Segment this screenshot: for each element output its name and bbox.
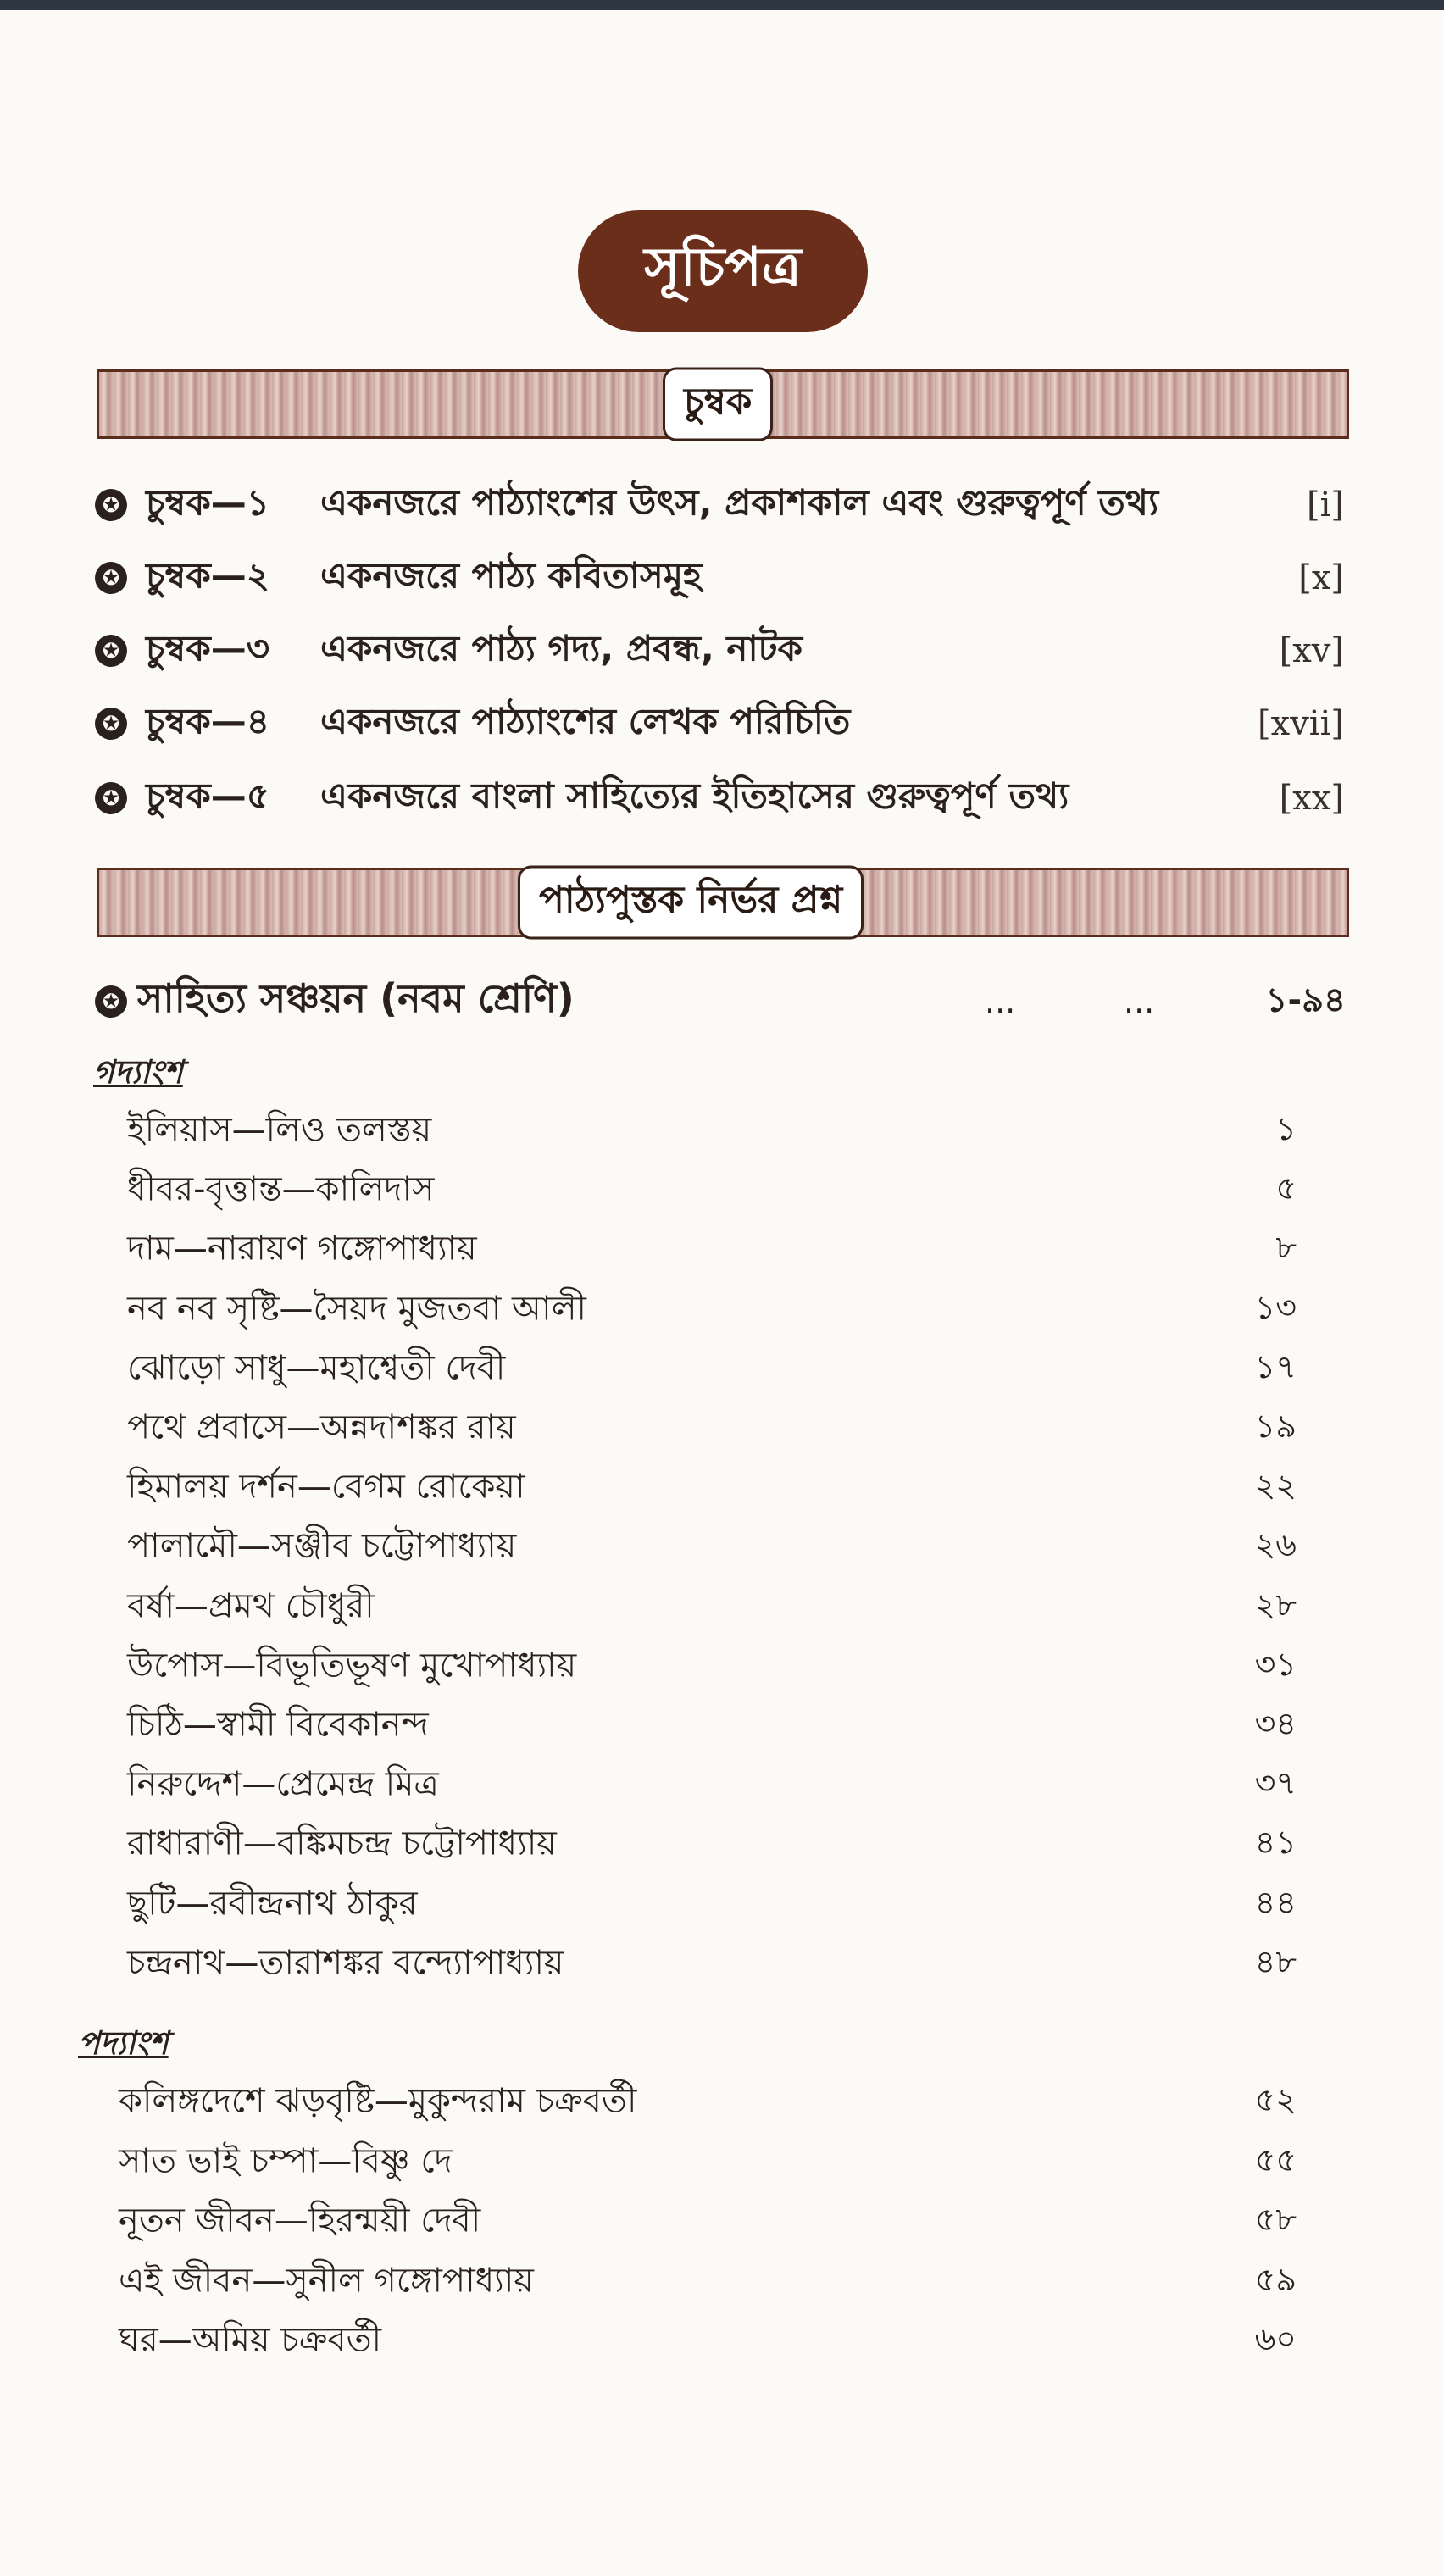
chumbak-page: [i]	[1306, 486, 1344, 525]
leader-dots: ...	[1124, 983, 1155, 1020]
entry-page-number: ১	[1275, 1110, 1297, 1147]
entry-page-number: ৩৭	[1254, 1764, 1297, 1802]
list-item[interactable]	[119, 2194, 1297, 2250]
list-item[interactable]	[119, 2254, 1297, 2310]
list-item[interactable]	[127, 1519, 1297, 1575]
star-bullet-icon: ✪	[95, 635, 127, 667]
entry-page-number: ৫২	[1254, 2081, 1297, 2118]
entry-title: নিরুদ্দেশ—প্রেমেন্দ্র মিত্র	[127, 1764, 439, 1804]
entry-title: বর্ষা—প্রমথ চৌধুরী	[127, 1586, 375, 1626]
chumbak-entry-5[interactable]	[95, 764, 1349, 832]
book-entry[interactable]	[95, 968, 1349, 1035]
entry-page-number: ৫	[1275, 1169, 1297, 1208]
page-top-edge	[0, 0, 1444, 10]
entry-page-number: ৫৫	[1254, 2140, 1297, 2179]
entry-page-number: ৩৪	[1254, 1705, 1297, 1742]
chumbak-label: চুম্বক—২	[146, 554, 270, 597]
chumbak-label: চুম্বক—৫	[146, 774, 270, 817]
entry-title: ইলিয়াস—লিও তলস্তয়	[127, 1110, 432, 1150]
entry-page-number: ৮	[1275, 1229, 1297, 1267]
star-bullet-icon: ✪	[95, 489, 127, 521]
list-item[interactable]	[127, 1639, 1297, 1695]
entry-page-number: ৪১	[1254, 1824, 1297, 1862]
entry-page-number: ১৯	[1254, 1407, 1297, 1445]
star-bullet-icon: ✪	[95, 708, 127, 740]
entry-page-number: ৩১	[1254, 1645, 1297, 1683]
chumbak-entry-3[interactable]	[95, 617, 1349, 685]
entry-page-number: ২২	[1254, 1467, 1297, 1505]
list-item[interactable]	[127, 1817, 1297, 1873]
entry-page-number: ৫৮	[1254, 2201, 1297, 2238]
entry-title: কলিঙ্গদেশে ঝড়বৃষ্টি—মুকুন্দরাম চক্রবর্তী	[119, 2081, 637, 2121]
chumbak-description: একনজরে পাঠ্যাংশের লেখক পরিচিতি	[320, 700, 851, 742]
chumbak-label: চুম্বক—১	[146, 481, 270, 524]
textbook-section-heading: পাঠ্যপুস্তক নির্ভর প্রশ্ন	[518, 866, 864, 940]
entry-page-number: ৬০	[1254, 2320, 1297, 2357]
list-item[interactable]	[127, 1877, 1297, 1933]
entry-title: সাত ভাই চম্পা—বিষ্ণু দে	[119, 2141, 453, 2180]
list-item[interactable]	[127, 1222, 1297, 1278]
entry-title: রাধারাণী—বঙ্কিমচন্দ্র চট্টোপাধ্যায়	[127, 1824, 557, 1863]
list-item[interactable]	[127, 1282, 1297, 1338]
entry-page-number: ১৭	[1254, 1347, 1297, 1385]
page-title: সূচিপত্র	[578, 210, 868, 332]
leader-dots: ...	[985, 983, 1016, 1020]
entry-title: পথে প্রবাসে—অন্নদাশঙ্কর রায়	[127, 1407, 516, 1447]
star-bullet-icon: ✪	[95, 562, 127, 594]
chumbak-entry-4[interactable]	[95, 690, 1349, 758]
entry-page-number: ২৮	[1254, 1585, 1297, 1624]
entry-title: চিঠি—স্বামী বিবেকানন্দ	[127, 1705, 429, 1745]
entry-title: ছুটি—রবীন্দ্রনাথ ঠাকুর	[127, 1884, 418, 1924]
chumbak-section-heading: চুম্বক	[663, 368, 773, 441]
book-page-range: ১-৯৪	[1265, 980, 1346, 1020]
chumbak-entry-1[interactable]	[95, 471, 1349, 539]
entry-page-number: ১৩	[1254, 1288, 1297, 1326]
list-item[interactable]	[127, 1460, 1297, 1516]
chumbak-page: [xx]	[1279, 779, 1344, 818]
list-item[interactable]	[127, 1757, 1297, 1813]
list-item[interactable]	[119, 2135, 1297, 2190]
book-title: সাহিত্য সঞ্চয়ন (নবম শ্রেণি)	[137, 975, 575, 1021]
chumbak-page: [x]	[1298, 558, 1344, 597]
entry-title: চন্দ্রনাথ—তারাশঙ্কর বন্দ্যোপাধ্যায়	[127, 1943, 564, 1983]
chumbak-description: একনজরে পাঠ্য কবিতাসমূহ	[320, 554, 703, 597]
list-item[interactable]	[119, 2313, 1297, 2369]
list-item[interactable]	[127, 1341, 1297, 1397]
chumbak-description: একনজরে পাঠ্যাংশের উৎস, প্রকাশকাল এবং গুরুত্বপূর্ণ তথ্য	[320, 481, 1159, 524]
list-item[interactable]	[127, 1163, 1297, 1219]
entry-title: উপোস—বিভূতিভূষণ মুখোপাধ্যায়	[127, 1646, 577, 1685]
list-item[interactable]	[127, 1401, 1297, 1457]
entry-page-number: ২৬	[1254, 1526, 1297, 1564]
chumbak-page: [xvii]	[1258, 704, 1344, 743]
entry-title: ধীবর-বৃত্তান্ত—কালিদাস	[127, 1169, 435, 1209]
chumbak-entry-2[interactable]	[95, 544, 1349, 612]
poetry-heading: পদ্যাংশ	[78, 2024, 169, 2062]
chumbak-section-band	[97, 369, 1349, 439]
entry-title: এই জীবন—সুনীল গঙ্গোপাধ্যায়	[119, 2261, 534, 2300]
textbook-section-band	[97, 868, 1349, 937]
chumbak-label: চুম্বক—৩	[146, 627, 270, 669]
entry-page-number: ৪৮	[1254, 1942, 1297, 1980]
list-item[interactable]	[127, 1103, 1297, 1159]
chumbak-description: একনজরে পাঠ্য গদ্য, প্রবন্ধ, নাটক	[320, 627, 803, 669]
entry-title: পালামৌ—সঞ্জীব চট্টোপাধ্যায়	[127, 1526, 517, 1566]
star-bullet-icon: ✪	[95, 985, 127, 1018]
entry-page-number: ৫৯	[1254, 2260, 1297, 2298]
entry-title: নব নব সৃষ্টি—সৈয়দ মুজতবা আলী	[127, 1289, 586, 1329]
entry-title: দাম—নারায়ণ গঙ্গোপাধ্যায়	[127, 1229, 477, 1269]
chumbak-label: চুম্বক—৪	[146, 700, 270, 742]
chumbak-page: [xv]	[1279, 631, 1344, 670]
entry-title: হিমালয় দর্শন—বেগম রোকেয়া	[127, 1467, 525, 1507]
prose-heading: গদ্যাংশ	[93, 1053, 183, 1091]
list-item[interactable]	[127, 1936, 1297, 1992]
list-item[interactable]	[127, 1698, 1297, 1754]
entry-title: ঘর—অমিয় চক্রবর্তী	[119, 2320, 382, 2360]
star-bullet-icon: ✪	[95, 782, 127, 814]
entry-page-number: ৪৪	[1254, 1883, 1297, 1921]
chumbak-description: একনজরে বাংলা সাহিত্যের ইতিহাসের গুরুত্বপূর্ণ তথ্য	[320, 774, 1069, 817]
list-item[interactable]	[119, 2074, 1297, 2130]
list-item[interactable]	[127, 1579, 1297, 1635]
entry-title: নূতন জীবন—হিরন্ময়ী দেবী	[119, 2201, 481, 2240]
entry-title: ঝোড়ো সাধু—মহাশ্বেতী দেবী	[127, 1348, 506, 1388]
